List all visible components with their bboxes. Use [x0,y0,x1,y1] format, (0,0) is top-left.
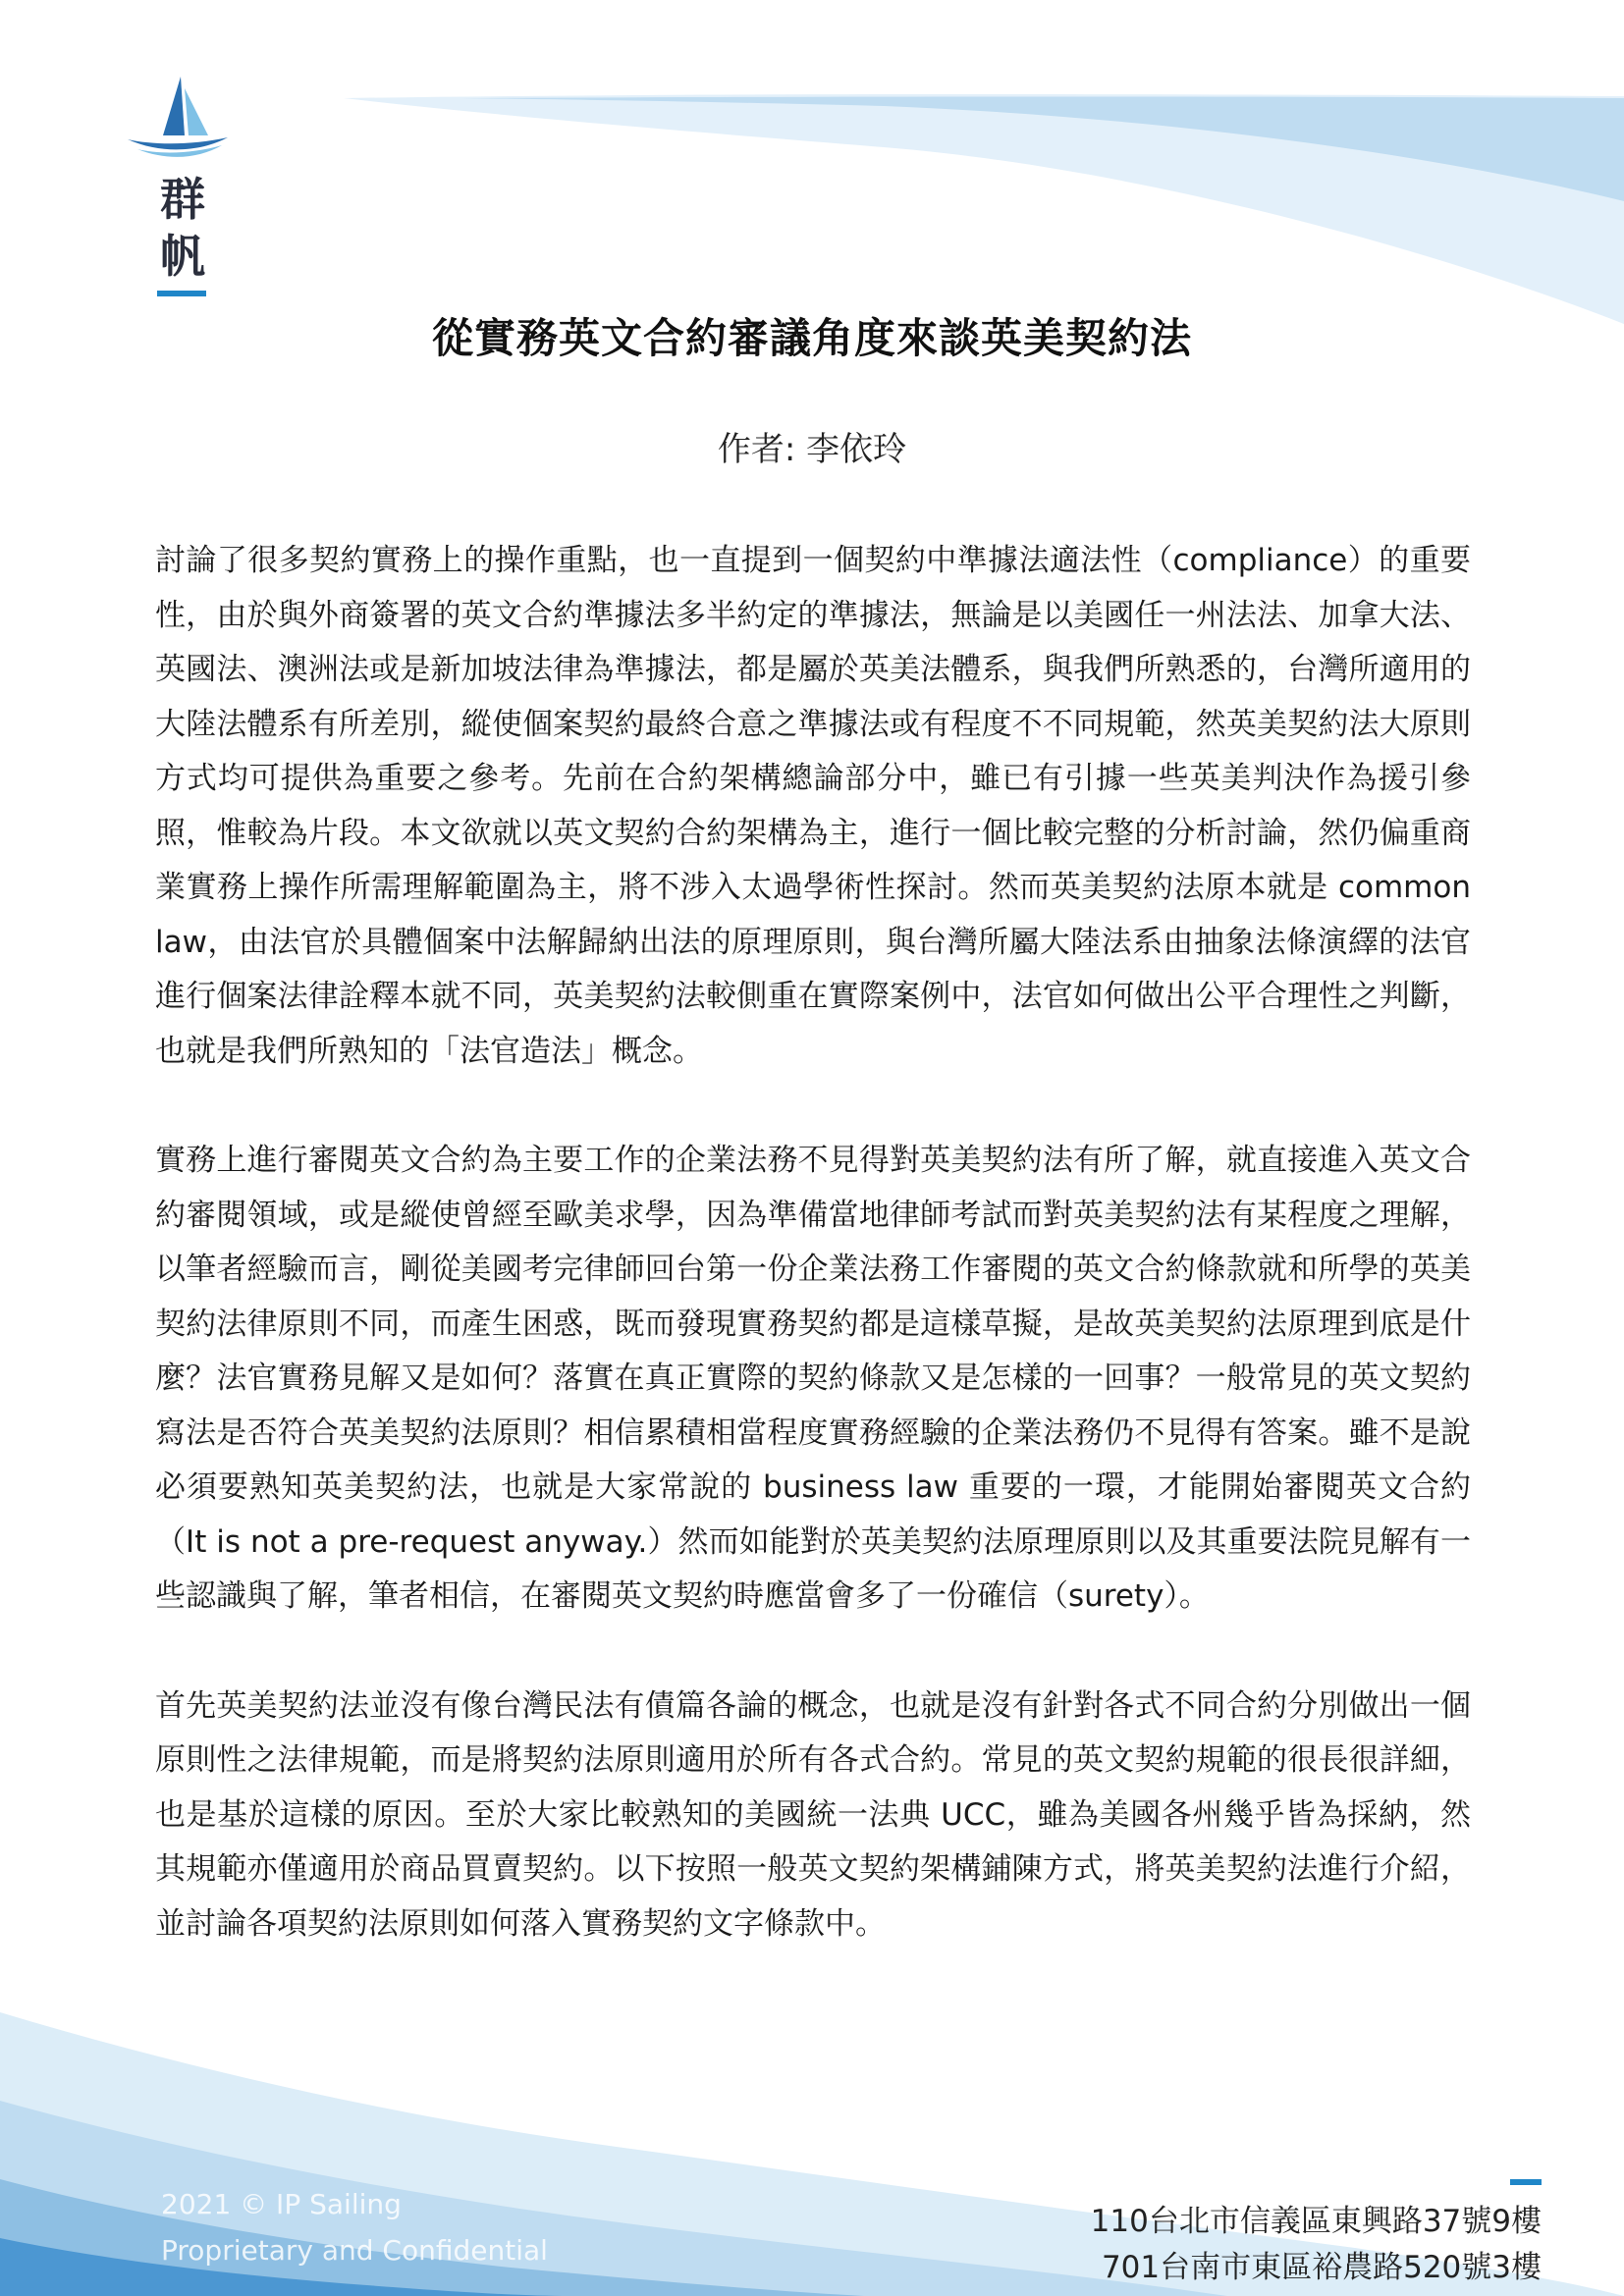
document-title: 從實務英文合約審議角度來談英美契約法 [431,314,1192,362]
footer-divider [1510,2179,1542,2185]
footer-copyright-block [161,2181,548,2273]
body-paragraph-1: 討論了很多契約實務上的操作重點，也一直提到一個契約中準據法適法性（compliance）的重要性，由於與外商簽署的英文合約準據法多半約定的準據法，無論是以美國任一州法法、加拿大法、英國法、澳洲法或是新加坡法律為準據法，都是屬於英美法體系，與我們所熟悉的，台灣所適用的大陸法體系有所差別，縱使個案契約最終合意之準據法或有程度不不同規範，然英美契約法大原則方式均可提供為重要之參考。先前在合約架構總論部分中，雖已有引據一些英美判決作為援引參照，惟較為片段。本文欲就以英文契約合約架構為主，進行一個比較完整的分析討論，然仍偏重商業實務上操作所需理解範圍為主，將不涉入太過學術性探討。然而英美契約法原本就是 common law，由法官於具體個案中法解歸納出法的原理原則，與台灣所屬大陸法系由抽象法條演繹的法官進行個案法律詮釋本就不同，英美契約法較側重在實際案例中，法官如何做出公平合理性之判斷，也就是我們所熟知的「法官造法」概念。 [155,543,1471,1069]
footer-address-block [1091,2199,1542,2291]
logo-char-1: 群 [160,173,205,226]
document-author: 作者: 李依玲 [717,430,907,469]
logo-wordmark [155,171,210,285]
footer-address-tainan: 701台南市東區裕農路520號3樓 [1101,2250,1542,2285]
footer-confidential: Proprietary and Confidential [161,2234,548,2267]
logo-char-2: 帆 [160,230,205,283]
body-paragraph-2: 實務上進行審閱英文合約為主要工作的企業法務不見得對英美契約法有所了解，就直接進入英文合約審閱領域，或是縱使曾經至歐美求學，因為準備當地律師考試而對英美契約法有某程度之理解，以筆者經驗而言，剛從美國考完律師回台第一份企業法務工作審閱的英文合約條款就和所學的英美契約法律原則不同，而產生困惑，既而發現實務契約都是這樣草擬，是故英美契約法原理到底是什麼？法官實務見解又是如何？落實在真正實際的契約條款又是怎樣的一回事？一般常見的英文契約寫法是否符合英美契約法原則？相信累積相當程度實務經驗的企業法務仍不見得有答案。雖不是說必須要熟知英美契約法，也就是大家常說的 business law 重要的一環，才能開始審閱英文合約（It is not a pre-request anyway.）然而如能對於英美契約法原理原則以及其重要法院見解有一些認識與了解，筆者相信，在審閱英文契約時應當會多了一份確信（surety）。 [155,1143,1471,1614]
footer-copyright: 2021 © IP Sailing [161,2188,402,2220]
sailboat-icon [124,75,232,159]
body-paragraph-3: 首先英美契約法並沒有像台灣民法有債篇各論的概念，也就是沒有針對各式不同合約分別做出一個原則性之法律規範，而是將契約法原則適用於所有各式合約。常見的英文契約規範的很長很詳細，也是基於這樣的原因。至於大家比較熟知的美國統一法典 UCC，雖為美國各州幾乎皆為採納，然其規範亦僅適用於商品買賣契約。以下按照一般英文契約架構鋪陳方式，將英美契約法進行介紹，並討論各項契約法原則如何落入實務契約文字條款中。 [155,1687,1471,1942]
footer-address-taipei: 110台北市信義區東興路37號9樓 [1090,2204,1542,2239]
document-body [155,534,1471,2006]
company-logo [124,75,232,159]
logo-divider [157,291,206,296]
